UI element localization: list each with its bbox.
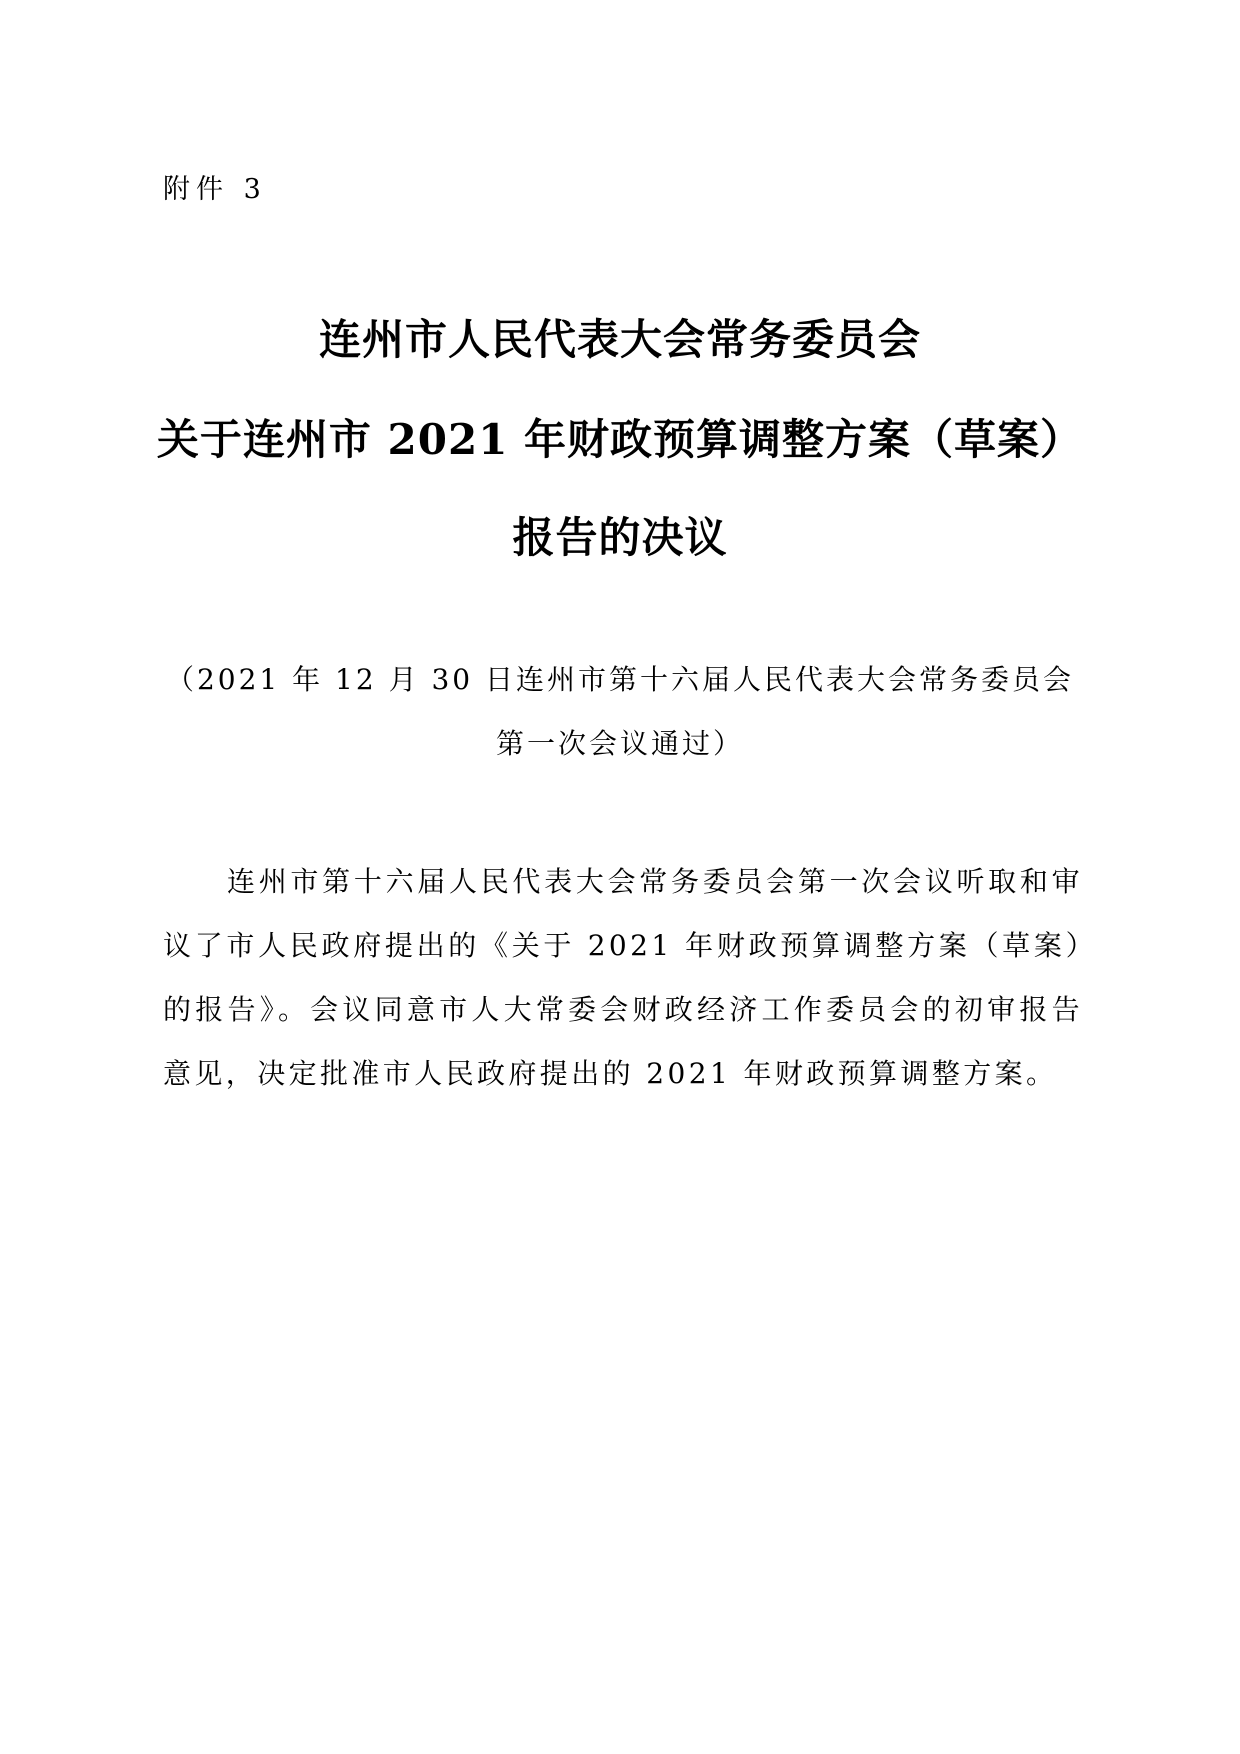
title-line-1: 连州市人民代表大会常务委员会: [318, 315, 921, 364]
title-line-2: 关于连州市 2021 年财政预算调整方案（草案）: [156, 415, 1084, 464]
body-paragraph: 连州市第十六届人民代表大会常务委员会第一次会议听取和审议了市人民政府提出的《关于 2021 年财政预算调整方案（草案）的报告》。会议同意市人大常委会财政经济工作委员会的初审报告意见，决定批准市人民政府提出的 2021 年财政预算调整方案。: [163, 865, 1083, 1090]
attachment-label: 附件 3: [163, 174, 267, 205]
title-line-3: 报告的决议: [512, 513, 728, 562]
adoption-note-line-1: （2021 年 12 月 30 日连州市第十六届人民代表大会常务委员会: [165, 663, 1075, 696]
adoption-note-line-2: 第一次会议通过）: [495, 727, 744, 760]
